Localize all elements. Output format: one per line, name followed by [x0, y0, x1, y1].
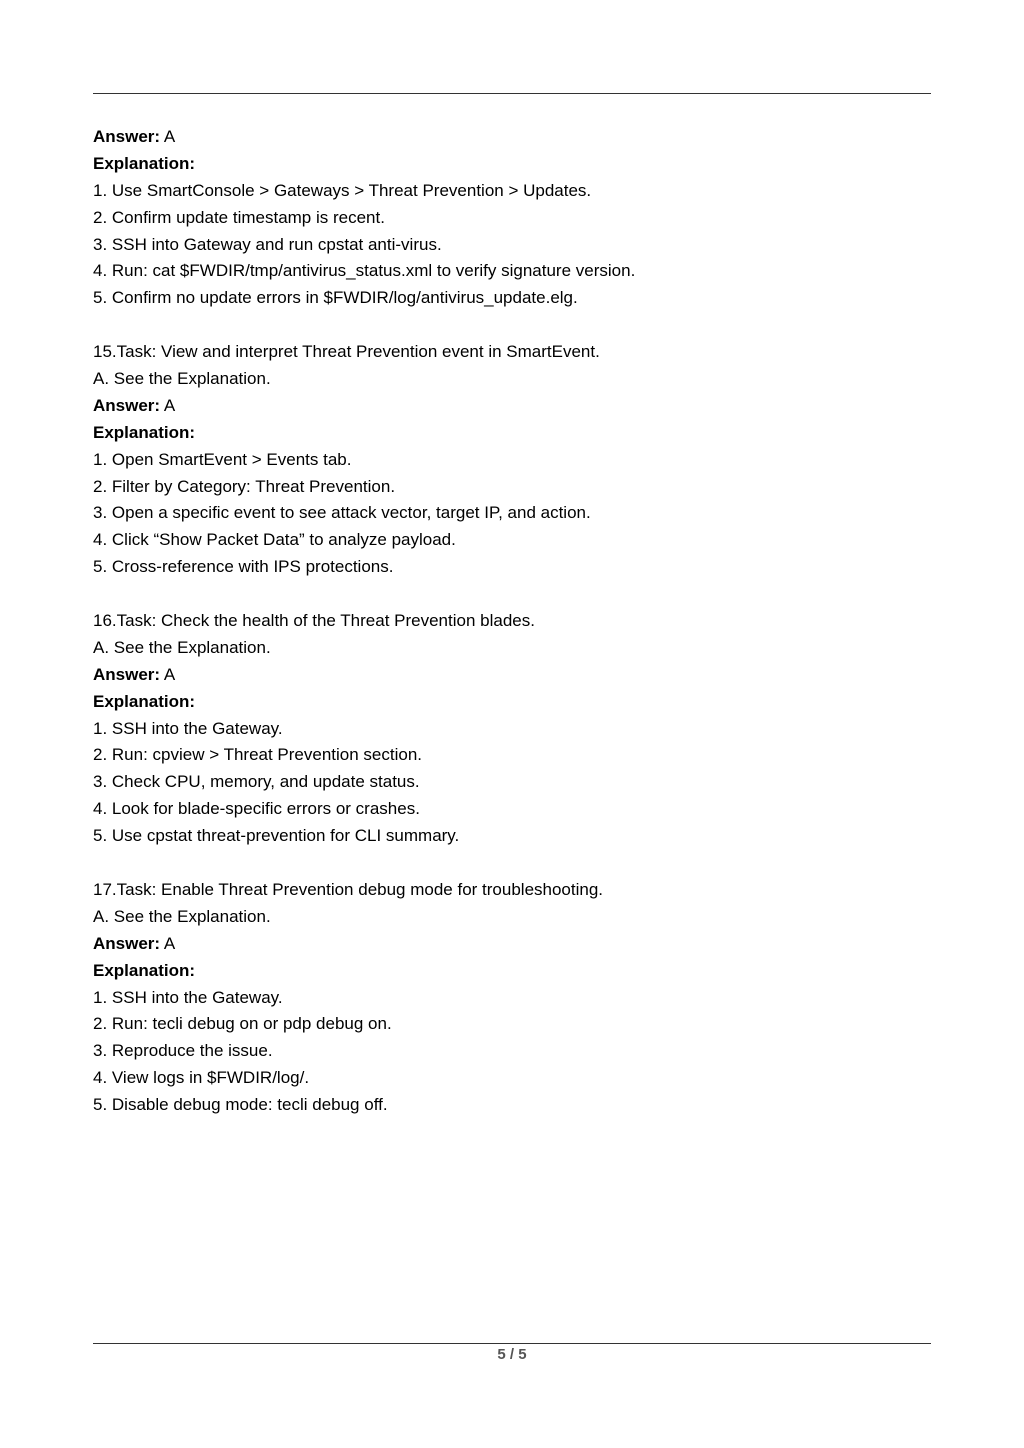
page-number: 5 / 5: [497, 1346, 527, 1363]
explanation-label: Explanation:: [93, 153, 196, 173]
explanation-step: 5. Disable debug mode: tecli debug off.: [93, 1095, 388, 1115]
explanation-step: 3. Open a specific event to see attack vector, target IP, and action.: [93, 503, 591, 523]
explanation-step: 4. Click “Show Packet Data” to analyze payload.: [93, 530, 456, 550]
answer-label: Answer:: [93, 395, 161, 415]
document-body: [93, 124, 931, 1119]
spacer: [93, 312, 931, 339]
option-line: A. See the Explanation.: [93, 369, 271, 389]
answer-value: A: [160, 933, 176, 953]
explanation-step: 3. Reproduce the issue.: [93, 1041, 273, 1061]
spacer: [93, 581, 931, 608]
explanation-label: Explanation:: [93, 960, 196, 980]
explanation-step: 5. Cross-reference with IPS protections.: [93, 557, 394, 577]
answer-line: [93, 393, 931, 420]
answer-label: Answer:: [93, 664, 161, 684]
explanation-step: 5. Use cpstat threat-prevention for CLI summary.: [93, 826, 460, 846]
answer-label: Answer:: [93, 933, 161, 953]
footer-rule: [93, 1343, 931, 1344]
explanation-step: 1. SSH into the Gateway.: [93, 718, 283, 738]
explanation-step: 3. Check CPU, memory, and update status.: [93, 772, 420, 792]
question-17: [93, 877, 931, 1119]
answer-line: [93, 662, 931, 689]
explanation-step: 5. Confirm no update errors in $FWDIR/log/antivirus_update.elg.: [93, 288, 578, 308]
explanation-label: Explanation:: [93, 422, 196, 442]
explanation-step: 4. Look for blade-specific errors or crashes.: [93, 799, 420, 819]
explanation-step: 1. SSH into the Gateway.: [93, 987, 283, 1007]
task-line: 16.Task: Check the health of the Threat Prevention blades.: [93, 611, 535, 631]
answer-value: A: [160, 395, 176, 415]
explanation-step: 4. Run: cat $FWDIR/tmp/antivirus_status.xml to verify signature version.: [93, 261, 636, 281]
explanation-step: 2. Confirm update timestamp is recent.: [93, 207, 385, 227]
answer-label: Answer:: [93, 127, 161, 146]
explanation-step: 2. Filter by Category: Threat Prevention.: [93, 476, 396, 496]
header-rule: [93, 93, 931, 94]
task-line: 15.Task: View and interpret Threat Prevention event in SmartEvent.: [93, 342, 600, 362]
spacer: [93, 850, 931, 877]
task-line: 17.Task: Enable Threat Prevention debug mode for troubleshooting.: [93, 879, 604, 899]
question-15: [93, 339, 931, 581]
explanation-step: 1. Open SmartEvent > Events tab.: [93, 449, 352, 469]
option-line: A. See the Explanation.: [93, 906, 271, 926]
explanation-step: 4. View logs in $FWDIR/log/.: [93, 1068, 310, 1088]
answer-line: [93, 931, 931, 958]
explanation-step: 3. SSH into Gateway and run cpstat anti-virus.: [93, 234, 442, 254]
question-14-continuation: [93, 124, 931, 312]
explanation-label: Explanation:: [93, 691, 196, 711]
answer-value: A: [160, 127, 176, 146]
explanation-step: 2. Run: tecli debug on or pdp debug on.: [93, 1014, 392, 1034]
option-line: A. See the Explanation.: [93, 637, 271, 657]
answer-value: A: [160, 664, 176, 684]
question-16: [93, 608, 931, 850]
answer-line: [93, 124, 931, 151]
explanation-step: 1. Use SmartConsole > Gateways > Threat Prevention > Updates.: [93, 180, 592, 200]
explanation-step: 2. Run: cpview > Threat Prevention section.: [93, 745, 423, 765]
